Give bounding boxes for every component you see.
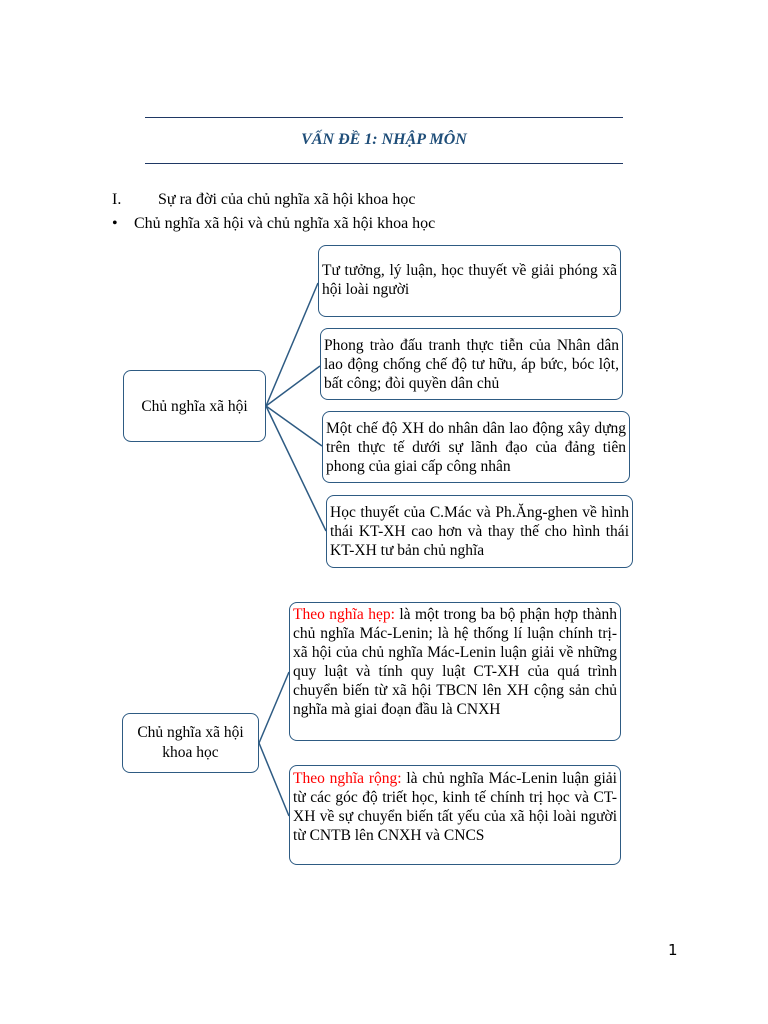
bullet-symbol: •	[112, 215, 118, 232]
connector-line	[259, 672, 289, 743]
diagram1-branch-text: Một chế độ XH do nhân dân lao động xây dựng trên thực tế dưới sự lãnh đạo của đảng tiên phong của giai cấp công nhân	[326, 420, 626, 475]
diagram1-branch-box	[320, 328, 623, 400]
diagram1-branch-box	[322, 411, 630, 483]
diagram1-branch-text: Học thuyết của C.Mác và Ph.Ăng-ghen về hình thái KT-XH cao hơn và thay thế cho hình thái KT-XH tư bản chủ nghĩa	[330, 504, 629, 559]
diagram2-root-box	[122, 713, 259, 773]
connector-line	[266, 406, 326, 531]
narrow-meaning-box	[289, 602, 621, 741]
bullet-text: Chủ nghĩa xã hội và chủ nghĩa xã hội khoa học	[134, 215, 436, 232]
diagram1-branch-box	[318, 245, 621, 317]
broad-meaning-label: Theo nghĩa rộng:	[293, 770, 402, 787]
diagram2-root-label: Chủ nghĩa xã hội khoa học	[137, 724, 244, 761]
broad-meaning-box	[289, 765, 621, 865]
narrow-meaning-label: Theo nghĩa hẹp:	[293, 606, 395, 623]
diagram1-root-label: Chủ nghĩa xã hội	[141, 397, 248, 415]
narrow-meaning-text: là một trong ba bộ phận hợp thành chủ nghĩa Mác-Lenin; là hệ thống lí luận chính trị-xã hội của chủ nghĩa Mác-Lenin luận giải về những quy luật và tính quy luật CT-XH của quá trình chuyển biến từ xã hội TBCN lên XH cộng sản chủ nghĩa mà giai đoạn đầu là CNXH	[293, 606, 617, 718]
broad-meaning-text: là chủ nghĩa Mác-Lenin luận giải từ các góc độ triết học, kinh tế chính trị học và CT-XH về sự chuyển biến tất yếu của xã hội loài người từ CNTB lên CNXH và CNCS	[293, 770, 617, 844]
diagram1-branch-text: Tư tưởng, lý luận, học thuyết về giải phóng xã hội loài người	[322, 262, 617, 298]
page-title: VẤN ĐỀ 1: NHẬP MÔN	[301, 131, 467, 148]
diagram1-root-box	[123, 370, 266, 442]
diagram1-branch-text: Phong trào đấu tranh thực tiễn của Nhân dân lao động chống chế độ tư hữu, áp bức, bóc lột, bất công; đòi quyền dân chủ	[324, 337, 619, 392]
page-number: 1	[668, 941, 678, 959]
section-text: Sự ra đời của chủ nghĩa xã hội khoa học	[158, 191, 416, 208]
section-number: I.	[112, 191, 122, 208]
diagram1-branch-box	[326, 495, 633, 568]
connector-line	[266, 406, 322, 446]
connector-line	[259, 743, 289, 816]
